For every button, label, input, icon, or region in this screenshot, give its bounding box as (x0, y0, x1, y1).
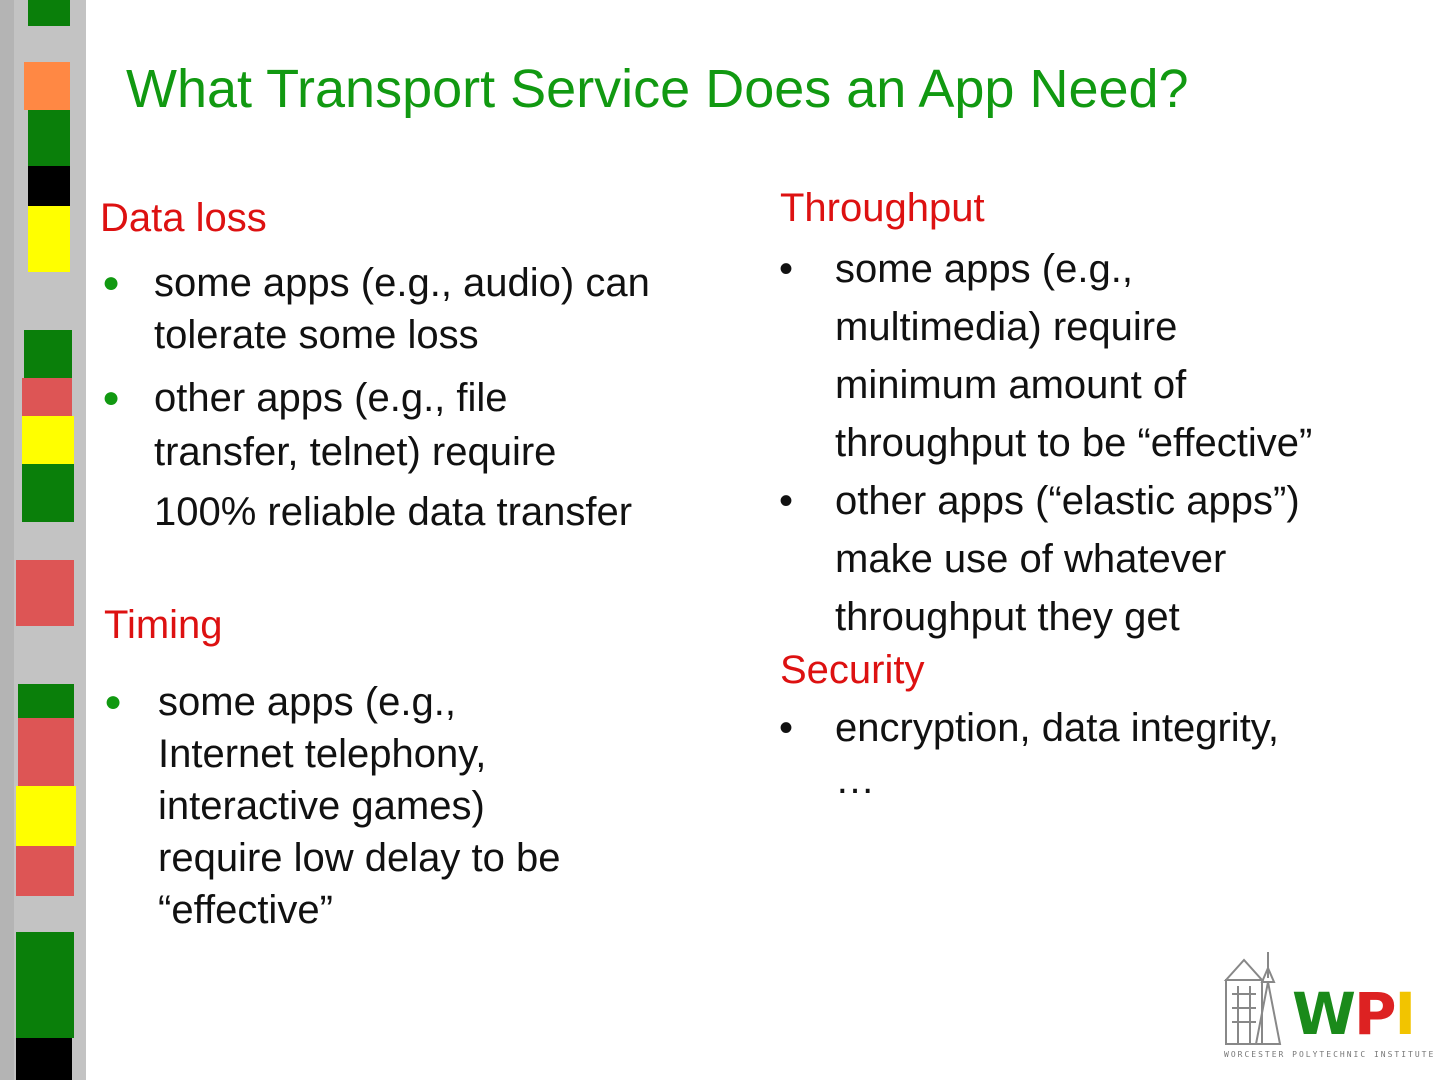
strip-block-black (28, 166, 70, 206)
wpi-logo (1222, 950, 1436, 1064)
bullet-dot-icon: • (779, 247, 794, 291)
bullet-line: require low delay to be (158, 836, 561, 880)
bullet-line: throughput to be “effective” (835, 421, 1313, 465)
bullet-line: throughput they get (835, 595, 1180, 639)
strip-block-red (16, 846, 74, 896)
bullet-line: multimedia) require (835, 305, 1178, 349)
strip-block-green (16, 932, 74, 1038)
strip-block-red (18, 718, 74, 786)
bullet-line: some apps (e.g., audio) can (154, 261, 650, 305)
bullet-line: transfer, telnet) require (154, 430, 557, 474)
bullet-line: 100% reliable data transfer (154, 490, 633, 534)
strip-block-yellow (16, 786, 76, 846)
strip-block-black (16, 1038, 72, 1080)
security-bullets (779, 702, 1435, 806)
strip-block-yellow (28, 206, 70, 272)
logo-letter-i: I (1394, 980, 1415, 1048)
bullet-line: other apps (e.g., file (154, 376, 508, 420)
bullet-line: some apps (e.g., (835, 247, 1133, 291)
bullet-item (779, 702, 1435, 806)
strip-block-green (18, 684, 74, 718)
wpi-logo-letters (1292, 980, 1414, 1048)
bullet-item (102, 371, 754, 539)
strip-block-green (22, 464, 74, 522)
bullet-dot-icon: • (779, 479, 794, 523)
strip-block-green (28, 0, 70, 26)
bullet-line: Internet telephony, (158, 732, 487, 776)
strip-block-red (16, 560, 74, 626)
strip-block-orange (24, 62, 70, 110)
bullet-line: other apps (“elastic apps”) (835, 479, 1300, 523)
building-icon (1222, 950, 1302, 1050)
bullet-dot-icon: ● (104, 685, 123, 718)
bullet-dot-icon: • (779, 706, 794, 750)
bullet-line: minimum amount of (835, 363, 1187, 407)
heading-data-loss: Data loss (100, 196, 267, 240)
bullet-dot-icon: ● (102, 266, 121, 299)
bullet-line: encryption, data integrity, (835, 706, 1279, 750)
heading-security: Security (780, 648, 925, 692)
logo-letter-w: W (1292, 980, 1354, 1048)
heading-throughput: Throughput (780, 186, 985, 230)
bullet-line: “effective” (158, 888, 333, 932)
bullet-line: interactive games) (158, 784, 485, 828)
bullet-item (779, 472, 1435, 646)
slide-title: What Transport Service Does an App Need? (126, 59, 1189, 119)
throughput-bullets (779, 240, 1435, 646)
bullet-item (104, 676, 738, 936)
strip-block-yellow (22, 416, 74, 464)
strip-block-red (22, 378, 72, 416)
bullet-dot-icon: ● (102, 381, 121, 414)
heading-timing: Timing (104, 603, 223, 647)
bullet-line: make use of whatever (835, 537, 1227, 581)
data-loss-bullets (102, 257, 754, 539)
bullet-line: some apps (e.g., (158, 680, 456, 724)
wpi-logo-tagline: WORCESTER POLYTECHNIC INSTITUTE (1224, 1050, 1436, 1059)
logo-letter-p: P (1353, 980, 1395, 1048)
decorative-side-strip-edge (0, 0, 14, 1080)
strip-block-green (24, 330, 72, 378)
strip-block-green (28, 110, 70, 166)
bullet-line: … (835, 758, 875, 802)
bullet-item (779, 240, 1435, 472)
bullet-line: tolerate some loss (154, 313, 479, 357)
bullet-item (102, 257, 754, 361)
timing-bullets (104, 676, 738, 936)
